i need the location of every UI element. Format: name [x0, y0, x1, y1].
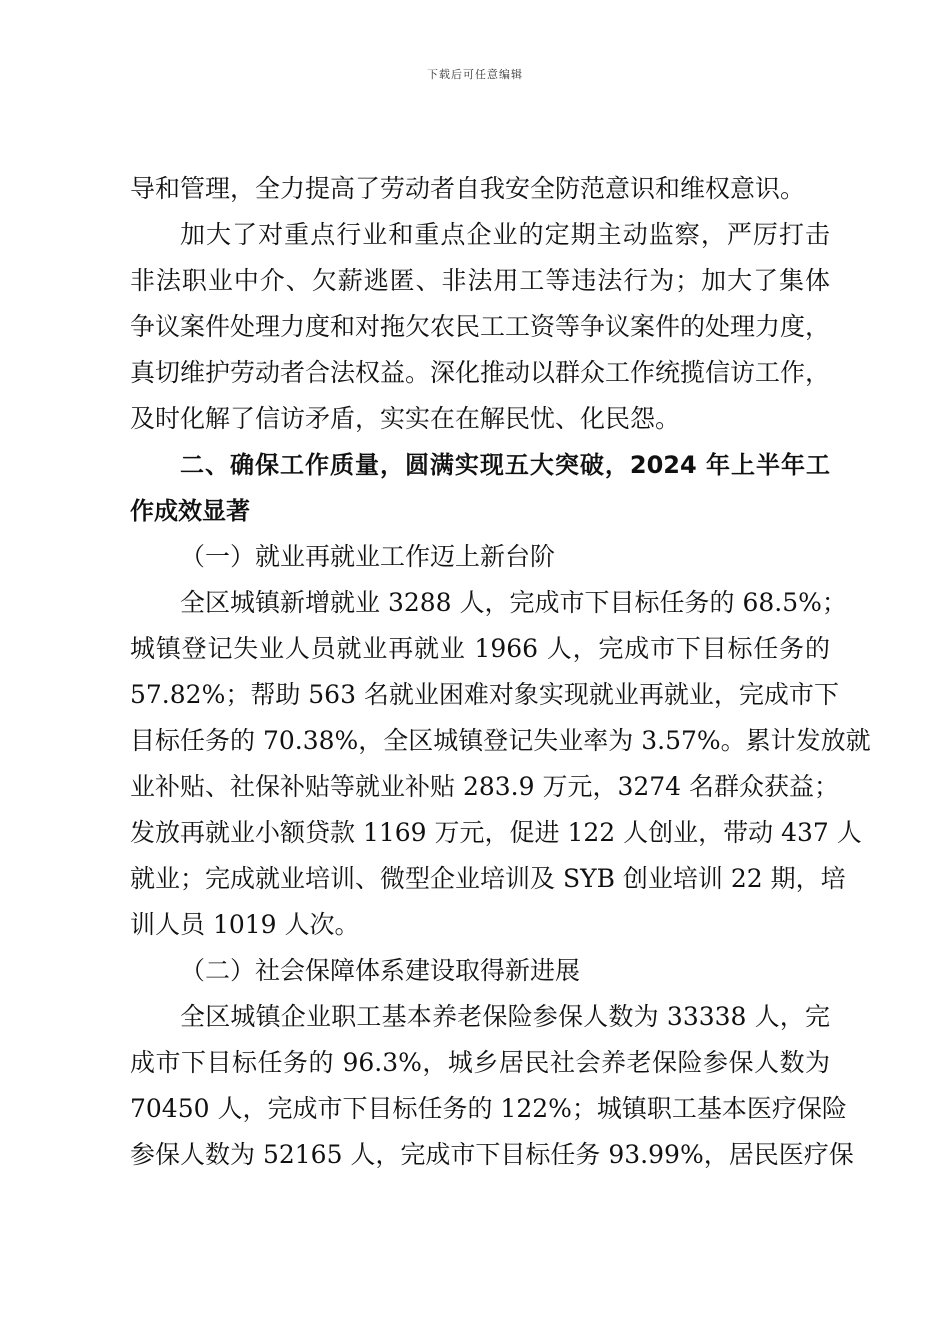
text-line: 发放再就业小额贷款 1169 万元，促进 122 人创业，带动 437 人: [130, 818, 862, 847]
text-line: 加大了对重点行业和重点企业的定期主动监察，严厉打击: [180, 220, 830, 249]
text-line: 导和管理，全力提高了劳动者自我安全防范意识和维权意识。: [130, 174, 806, 203]
text-line: 目标任务的 70.38%，全区城镇登记失业率为 3.57%。累计发放就: [130, 726, 871, 755]
text-line: 业补贴、社保补贴等就业补贴 283.9 万元，3274 名群众获益；: [130, 772, 840, 801]
section-heading: 二、确保工作质量，圆满实现五大突破，2024 年上半年工: [180, 451, 830, 479]
subsection-heading: （一）就业再就业工作迈上新台阶: [180, 542, 556, 571]
text-line: 及时化解了信访矛盾，实实在在解民忧、化民怨。: [130, 404, 681, 433]
page-header: 下载后可任意编辑: [427, 68, 523, 81]
text-line: 非法职业中介、欠薪逃匿、非法用工等违法行为；加大了集体: [130, 266, 830, 295]
text-line: 70450 人，完成市下目标任务的 122%；城镇职工基本医疗保险: [130, 1094, 847, 1123]
text-line: 57.82%；帮助 563 名就业困难对象实现就业再就业，完成市下: [130, 680, 839, 709]
text-line: 成市下目标任务的 96.3%，城乡居民社会养老保险参保人数为: [130, 1048, 830, 1077]
subsection-heading: （二）社会保障体系建设取得新进展: [180, 956, 581, 985]
text-line: 参保人数为 52165 人，完成市下目标任务 93.99%，居民医疗保: [130, 1140, 854, 1169]
text-line: 城镇登记失业人员就业再就业 1966 人，完成市下目标任务的: [130, 634, 830, 663]
document-body: [130, 166, 871, 1178]
text-line: 争议案件处理力度和对拖欠农民工工资等争议案件的处理力度，: [130, 312, 831, 341]
text-line: 全区城镇企业职工基本养老保险参保人数为 33338 人，完: [180, 1002, 830, 1031]
section-heading: 作成效显著: [130, 497, 250, 525]
text-line: 就业；完成就业培训、微型企业培训及 SYB 创业培训 22 期，培: [130, 864, 846, 893]
text-line: 全区城镇新增就业 3288 人，完成市下目标任务的 68.5%；: [180, 588, 847, 617]
text-line: 训人员 1019 人次。: [130, 910, 360, 939]
text-line: 真切维护劳动者合法权益。深化推动以群众工作统揽信访工作，: [130, 358, 831, 387]
